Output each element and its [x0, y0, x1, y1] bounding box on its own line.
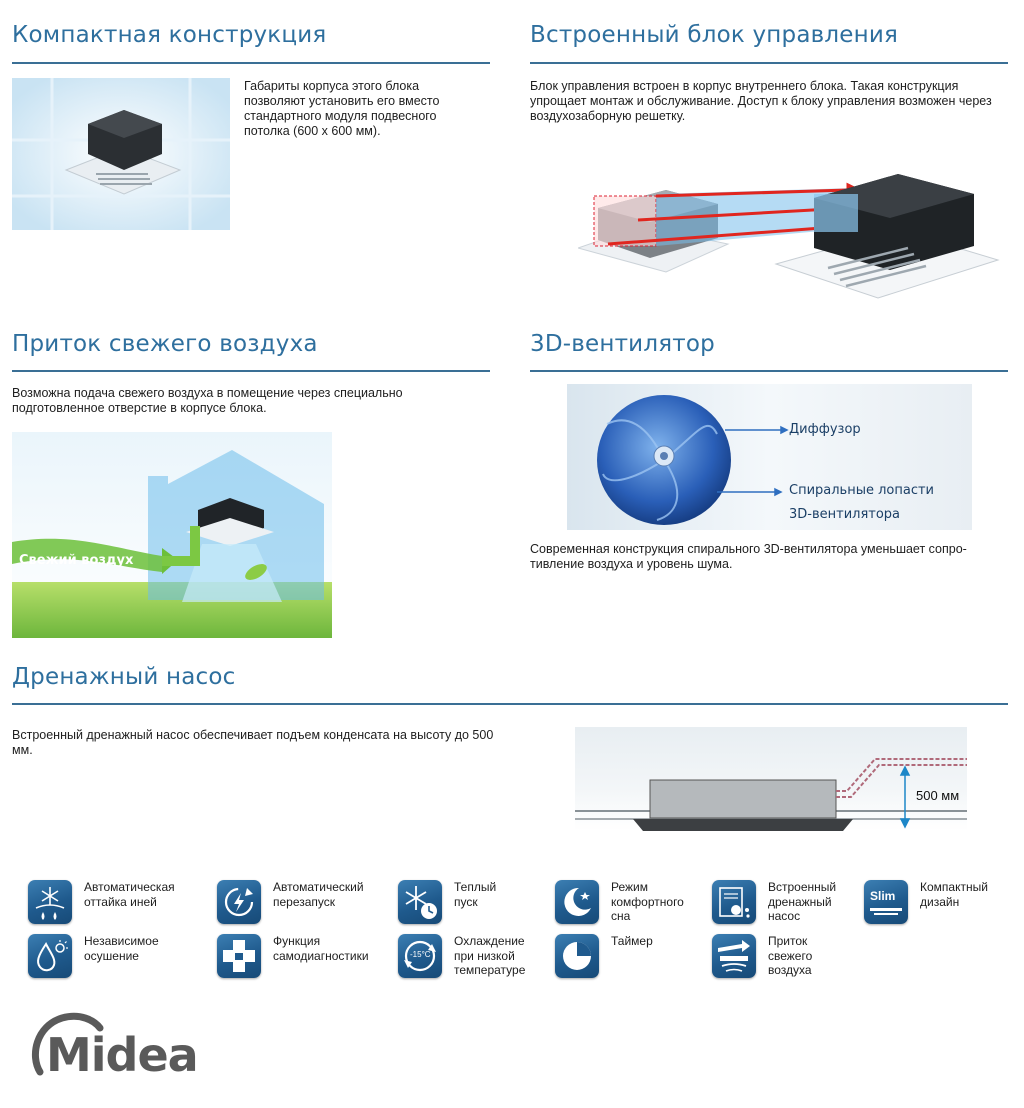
- control-text: Блок управления встроен в корпус внутреннего блока. Такая конструкция упрощает монтаж и обслуживание. Доступ к блоку управления возможен через воздухозаборную решетку.: [530, 79, 992, 123]
- self-diagnosis-icon: [217, 934, 261, 978]
- feature-slim-label: Компактный дизайн: [920, 880, 988, 909]
- feature-low-temp-cooling-label: Охлаждение при низкой температуре: [454, 934, 526, 977]
- slim-badge: Slim: [870, 889, 896, 903]
- fresh-air-image: [12, 432, 332, 638]
- feature-sleep-mode: [555, 880, 735, 928]
- warm-start-icon: [398, 880, 442, 924]
- sleep-mode-icon: [555, 880, 599, 924]
- feature-dehumidify-label: Независимое осушение: [84, 934, 159, 963]
- pump-height-label: 500 мм: [916, 788, 960, 803]
- feature-auto-restart: [217, 880, 397, 928]
- pump-image: [575, 727, 967, 831]
- feature-auto-restart-label: Автоматический перезапуск: [273, 880, 364, 909]
- feature-defrost: [28, 880, 208, 928]
- feature-fresh-air-label: Приток свежего воздуха: [768, 934, 813, 977]
- fan3d-label-diffuser: Диффузор: [789, 422, 861, 437]
- midea-logo-text: Midea: [46, 1028, 198, 1082]
- feature-defrost-label: Автоматическая оттайка иней: [84, 880, 175, 909]
- pump-title: Дренажный насос: [12, 664, 236, 690]
- timer-icon: [555, 934, 599, 978]
- feature-low-temp-cooling: [398, 934, 578, 982]
- fresh-air-icon: [712, 934, 756, 978]
- low-temp-badge: -15°C: [410, 950, 431, 959]
- feature-sleep-mode-label: Режим комфортного сна: [611, 880, 684, 923]
- feature-self-diagnosis-label: Функция самодиагностики: [273, 934, 369, 963]
- fan3d-label-blades-2: 3D-вентилятора: [789, 507, 901, 522]
- auto-restart-icon: [217, 880, 261, 924]
- slim-icon: [864, 880, 908, 924]
- midea-logo: [28, 1010, 218, 1090]
- control-image: [578, 168, 1008, 308]
- fan3d-rule: [530, 370, 1008, 372]
- fan3d-image: [567, 384, 972, 530]
- fan3d-text: Современная конструкция спирального 3D-вентилятора уменьшает сопро-тивление воздуха и уровень шума.: [530, 542, 967, 571]
- compact-image: [12, 78, 230, 230]
- defrost-icon: [28, 880, 72, 924]
- low-temp-cooling-icon: [398, 934, 442, 978]
- fresh-air-text: Возможна подача свежего воздуха в помещение через специально подготовленное отверстие в корпусе блока.: [12, 386, 403, 415]
- pump-rule: [12, 703, 1008, 705]
- feature-dehumidify: [28, 934, 208, 982]
- compact-text: Габариты корпуса этого блока позволяют установить его вместо стандартного модуля подвесного потолка (600 х 600 мм).: [244, 79, 440, 138]
- feature-slim: [864, 880, 1024, 928]
- feature-fresh-air: [712, 934, 892, 982]
- feature-warm-start-label: Теплый пуск: [454, 880, 497, 909]
- feature-timer: [555, 934, 735, 982]
- fan3d-label-blades-1: Спиральные лопасти: [789, 483, 935, 498]
- fresh-air-rule: [12, 370, 490, 372]
- dehumidify-icon: [28, 934, 72, 978]
- control-rule: [530, 62, 1008, 64]
- compact-title: Компактная конструкция: [12, 22, 327, 48]
- compact-rule: [12, 62, 490, 64]
- feature-drain-pump-label: Встроенный дренажный насос: [768, 880, 837, 923]
- feature-warm-start: [398, 880, 578, 928]
- fan3d-title: 3D-вентилятор: [530, 331, 715, 357]
- control-title: Встроенный блок управления: [530, 22, 899, 48]
- fresh-air-title: Приток свежего воздуха: [12, 331, 318, 357]
- drain-pump-icon: [712, 880, 756, 924]
- feature-self-diagnosis: [217, 934, 397, 982]
- pump-text: Встроенный дренажный насос обеспечивает подъем конденсата на высоту до 500 мм.: [12, 728, 494, 757]
- feature-timer-label: Таймер: [611, 934, 653, 948]
- fresh-air-label: Свежий воздух: [19, 553, 134, 568]
